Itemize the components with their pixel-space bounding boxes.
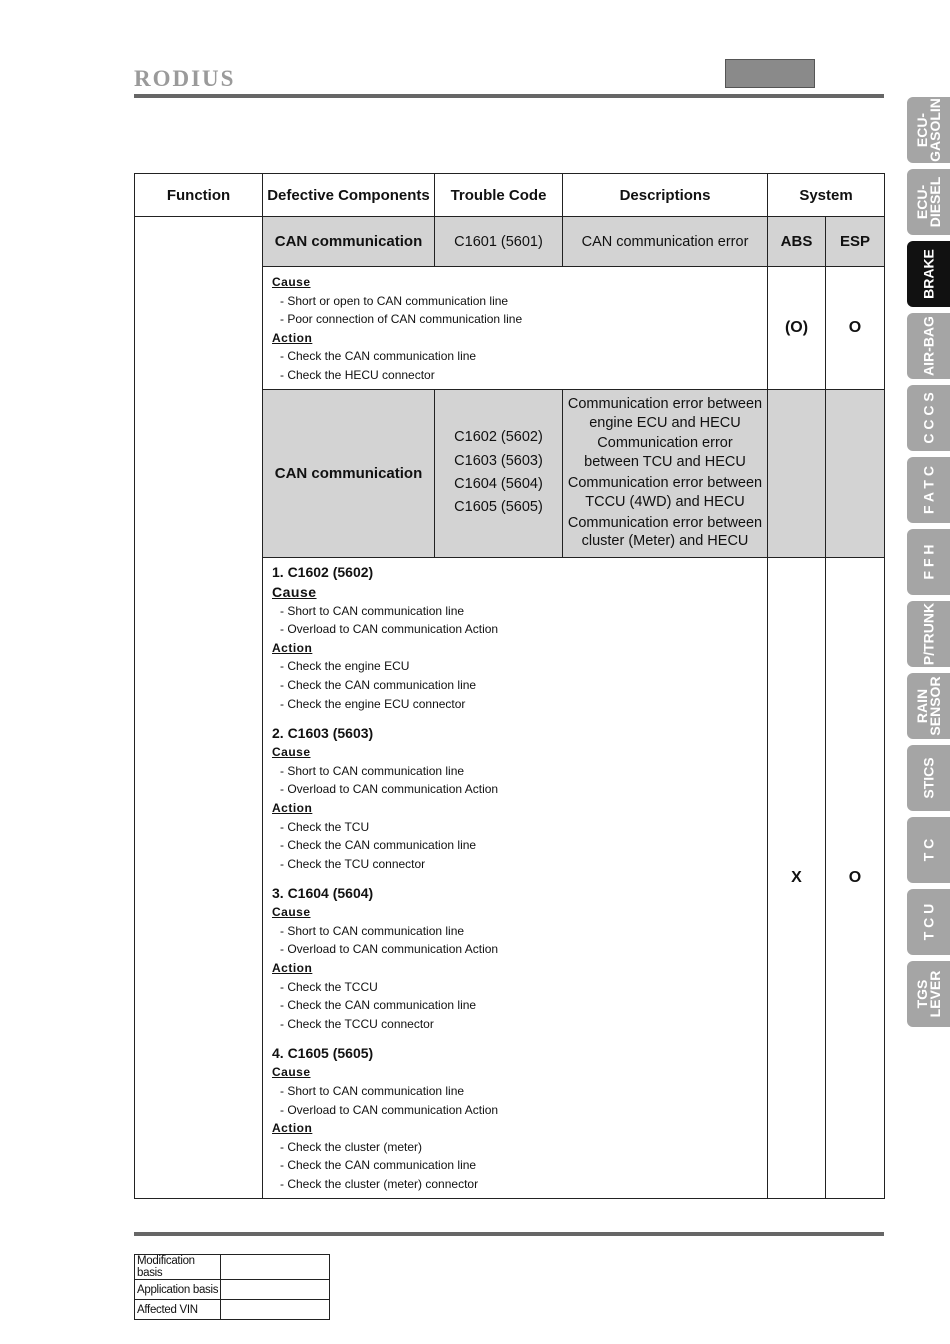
tab-rain-sensor[interactable]: RAIN SENSOR <box>907 673 950 739</box>
cause-item: - Overload to CAN communication Action <box>280 782 499 797</box>
section-title: 4. C1605 (5605) <box>272 1045 374 1062</box>
cause-label: Cause <box>272 1065 311 1080</box>
component-cell: CAN communication <box>263 217 435 267</box>
application-basis-value <box>221 1280 330 1300</box>
action-item: - Check the CAN communication line <box>280 1158 477 1173</box>
code-item: C1602 (5602) <box>454 429 543 446</box>
brand-logo: RODIUS <box>134 66 236 91</box>
header-trouble-code: Trouble Code <box>435 174 563 217</box>
cause-item: - Short to CAN communication line <box>280 1084 465 1099</box>
tab-p-trunk[interactable]: P/TRUNK <box>907 601 950 667</box>
header-system: System <box>768 174 885 217</box>
header-rule <box>134 94 884 98</box>
action-item: - Check the TCU <box>280 819 370 834</box>
code-item: C1605 (5605) <box>454 499 543 516</box>
action-item: - Check the cluster (meter) connector <box>280 1177 479 1191</box>
section-title: 1. C1602 (5602) <box>272 563 374 580</box>
modification-basis-value <box>221 1255 330 1280</box>
cause-label: Cause <box>272 275 311 289</box>
action-item: - Check the TCCU <box>280 979 378 994</box>
action-item: - Check the engine ECU <box>280 659 410 674</box>
tab-stics[interactable]: STICS <box>907 745 950 811</box>
section-title: 2. C1603 (5603) <box>272 725 374 742</box>
abs-value: X <box>768 557 826 1198</box>
cause-item: - Short to CAN communication line <box>280 923 465 938</box>
tab-air-bag[interactable]: AIR-BAG <box>907 313 950 379</box>
application-basis-label: Application basis <box>135 1280 221 1300</box>
system-abs-label: ABS <box>768 217 826 267</box>
esp-value: O <box>826 557 885 1198</box>
description-item: Communication error between engine ECU and HECU <box>567 395 763 431</box>
action-item: - Check the CAN communication line <box>280 838 477 853</box>
action-item: - Check the TCU connector <box>280 856 426 871</box>
action-label: Action <box>272 800 313 815</box>
table-row <box>135 1255 330 1280</box>
revision-table <box>134 1254 330 1320</box>
action-item: - Check the CAN communication line <box>280 998 477 1013</box>
action-item: - Check the CAN communication line <box>280 677 477 692</box>
cause-item: - Overload to CAN communication Action <box>280 622 499 637</box>
cause-item: - Overload to CAN communication Action <box>280 1102 499 1117</box>
code-item: C1603 (5603) <box>454 452 543 469</box>
footer-rule <box>134 1232 884 1236</box>
action-item: - Check the TCCU connector <box>280 1016 434 1031</box>
action-label: Action <box>272 1121 313 1136</box>
cause-item: - Poor connection of CAN communication line <box>280 312 523 327</box>
tab-tcu[interactable]: T C U <box>907 889 950 955</box>
section-title: 3. C1604 (5604) <box>272 885 374 902</box>
function-cell <box>135 217 263 1199</box>
tab-ecu-diesel[interactable]: ECU- DIESEL <box>907 169 950 235</box>
abs-empty-cell <box>768 389 826 557</box>
action-item: - Check the HECU connector <box>280 367 435 382</box>
system-esp-label: ESP <box>826 217 885 267</box>
header-function: Function <box>135 174 263 217</box>
cause-item: - Short to CAN communication line <box>280 763 465 778</box>
cause-item: - Short to CAN communication line <box>280 603 465 618</box>
esp-value: O <box>826 267 885 390</box>
table-row <box>135 1280 330 1300</box>
tab-fatc[interactable]: F A T C <box>907 457 950 523</box>
table-header-row <box>135 174 885 217</box>
description-item: Communication error between cluster (Meter) and HECU <box>567 514 763 550</box>
action-item: - Check the cluster (meter) <box>280 1139 423 1154</box>
sections-block <box>263 557 768 1198</box>
action-label: Action <box>272 961 313 976</box>
code-item: C1604 (5604) <box>454 476 543 493</box>
action-label: Action <box>272 640 313 655</box>
header-defective-components: Defective Components <box>263 174 435 217</box>
tab-brake[interactable]: BRAKE <box>907 241 950 307</box>
description-item: Communication error between TCU and HECU <box>584 435 746 471</box>
action-label: Action <box>272 330 313 345</box>
cause-item: - Short or open to CAN communication line <box>280 293 509 308</box>
action-item: - Check the engine ECU connector <box>280 696 466 711</box>
cause-action-block <box>263 267 768 390</box>
tab-ecu-gasolin[interactable]: ECU- GASOLIN <box>907 97 950 163</box>
header-box <box>725 59 815 88</box>
tab-tc[interactable]: T C <box>907 817 950 883</box>
affected-vin-label: Affected VIN <box>135 1300 221 1320</box>
descriptions-cell <box>563 389 768 557</box>
description-cell: CAN communication error <box>563 217 768 267</box>
trouble-code-table <box>134 173 885 1199</box>
affected-vin-value <box>221 1300 330 1320</box>
modification-basis-label: Modification basis <box>135 1255 221 1280</box>
tab-tgs-lever[interactable]: TGS LEVER <box>907 961 950 1027</box>
table-row <box>135 1300 330 1320</box>
table-row <box>135 217 885 267</box>
abs-value: (O) <box>768 267 826 390</box>
tab-ffh[interactable]: F F H <box>907 529 950 595</box>
component-cell: CAN communication <box>263 389 435 557</box>
cause-label: Cause <box>272 745 311 760</box>
cause-label: Cause <box>272 583 317 600</box>
cause-label: Cause <box>272 905 311 920</box>
esp-empty-cell <box>826 389 885 557</box>
header-descriptions: Descriptions <box>563 174 768 217</box>
description-item: Communication error between TCCU (4WD) and HECU <box>567 475 763 510</box>
action-item: - Check the CAN communication line <box>280 349 477 364</box>
codes-cell <box>435 389 563 557</box>
cause-item: - Overload to CAN communication Action <box>280 942 499 957</box>
code-cell: C1601 (5601) <box>435 217 563 267</box>
tab-cccs[interactable]: C C C S <box>907 385 950 451</box>
